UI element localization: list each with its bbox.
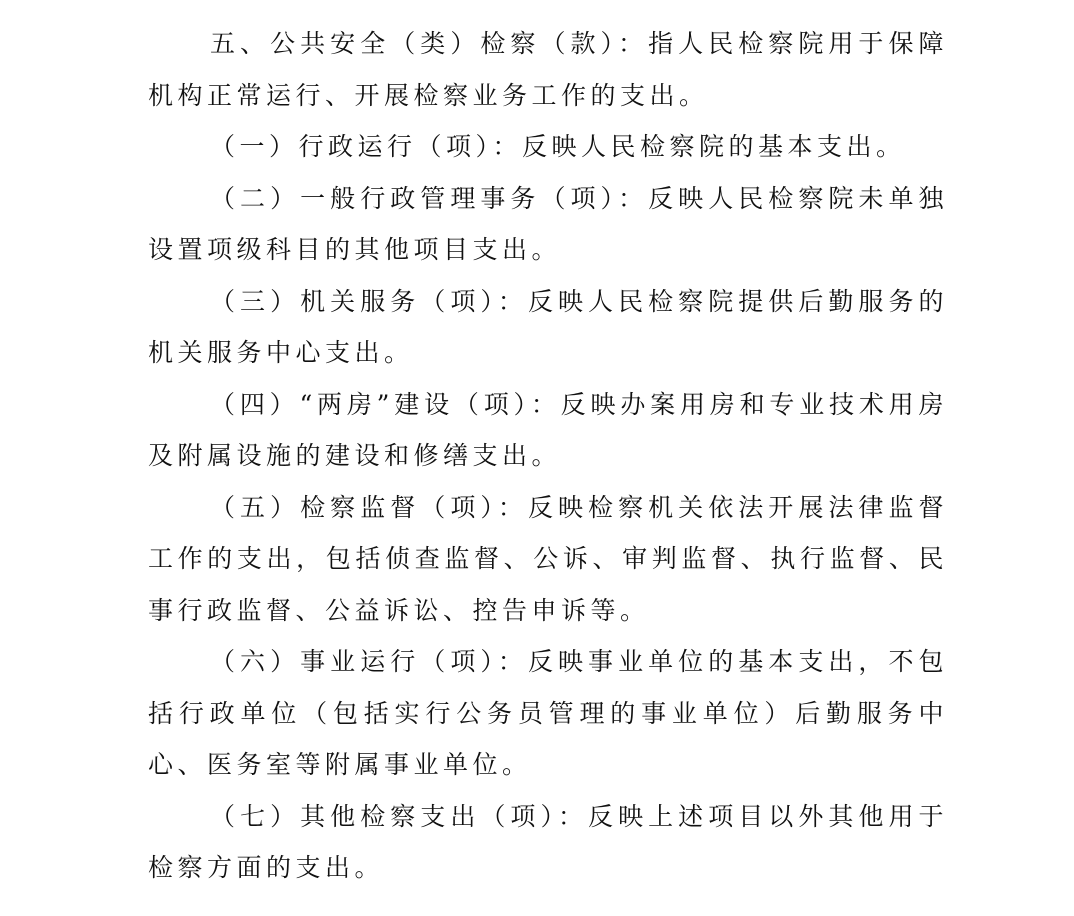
paragraph-section-five: 五、公共安全（类）检察（款）：指人民检察院用于保障机构正常运行、开展检察业务工作的支出。 <box>148 29 948 110</box>
paragraph-item-7-other-expenditure: （七）其他检察支出（项）：反映上述项目以外其他用于检察方面的支出。 <box>148 801 948 882</box>
paragraph-item-2-general-administration: （二）一般行政管理事务（项）：反映人民检察院未单独设置项级科目的其他项目支出。 <box>148 183 948 264</box>
document-body <box>148 18 948 894</box>
paragraph-item-5-procuratorial-supervision: （五）检察监督（项）：反映检察机关依法开展法律监督工作的支出，包括侦查监督、公诉、审判监督、执行监督、民事行政监督、公益诉讼、控告申诉等。 <box>148 492 948 625</box>
paragraph-item-4-two-buildings: （四）“两房”建设（项）：反映办案用房和专业技术用房及附属设施的建设和修缮支出。 <box>148 389 948 470</box>
paragraph-item-1-administrative-operation: （一）行政运行（项）：反映人民检察院的基本支出。 <box>210 132 906 161</box>
paragraph-item-3-agency-services: （三）机关服务（项）：反映人民检察院提供后勤服务的机关服务中心支出。 <box>148 286 948 367</box>
paragraph-item-6-institution-operation: （六）事业运行（项）：反映事业单位的基本支出，不包括行政单位（包括实行公务员管理的事业单位）后勤服务中心、医务室等附属事业单位。 <box>148 647 948 779</box>
